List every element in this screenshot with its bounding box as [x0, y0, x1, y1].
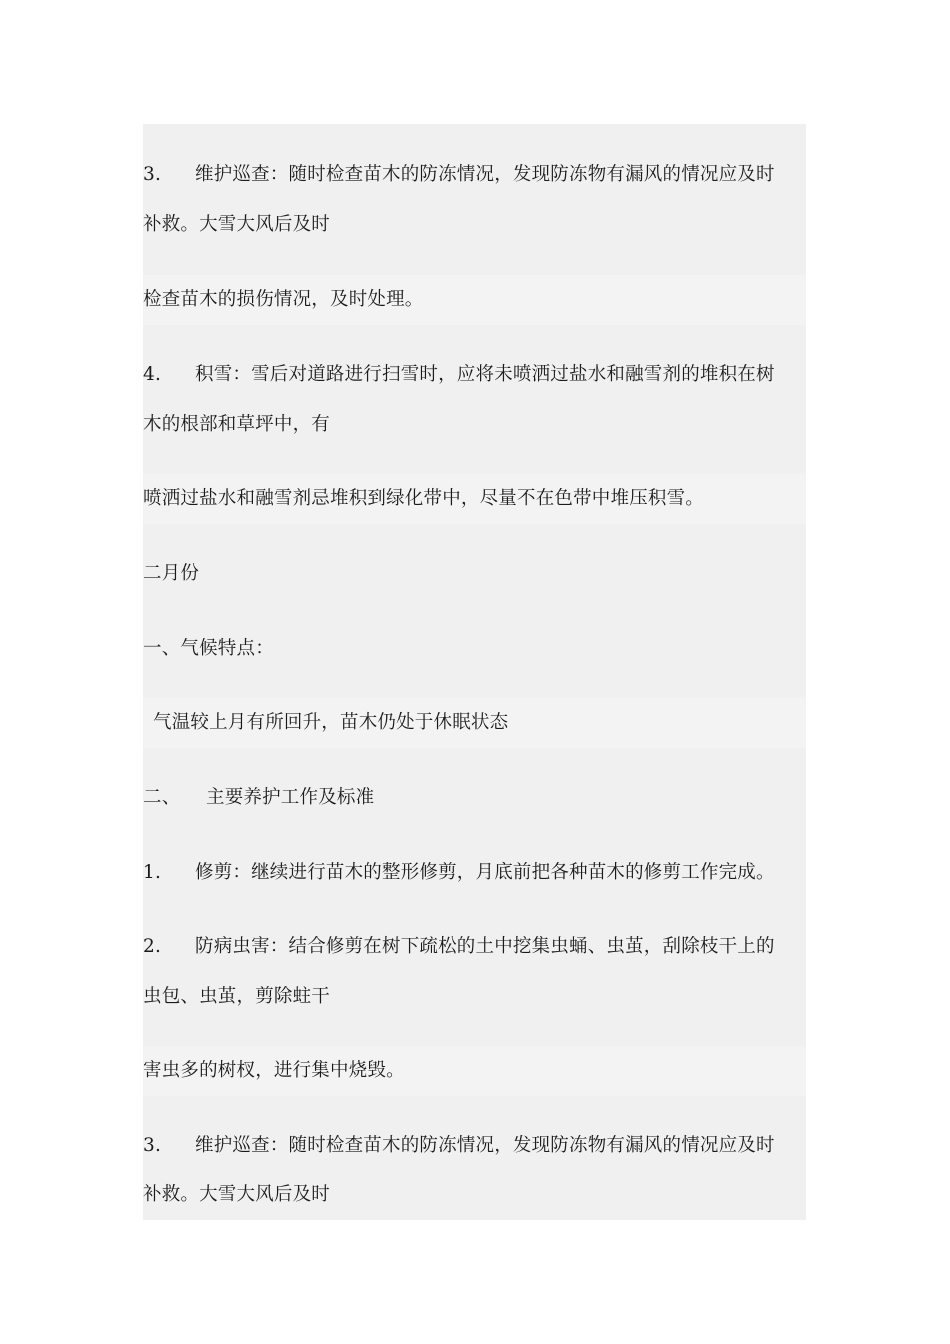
line-text: 一、气候特点：: [143, 638, 274, 659]
paragraph-line-2: [143, 200, 806, 250]
line-text: 虫包、虫茧，剪除蛀干: [143, 986, 331, 1007]
line-text: 补救。大雪大风后及时: [143, 214, 331, 235]
line-text: 害虫多的树杈，进行集中烧毁。: [143, 1060, 405, 1081]
section-heading-maintenance: [143, 773, 806, 823]
paragraph-line-1: [143, 150, 806, 200]
line-text: 补救。大雪大风后及时: [143, 1184, 331, 1205]
paragraph-line-11: [143, 848, 806, 898]
line-text: 气温较上月有所回升，苗木仍处于休眠状态: [153, 712, 509, 733]
line-text: 积雪：雪后对道路进行扫雪时，应将未喷洒过盐水和融雪剂的堆积在树: [195, 364, 775, 385]
paragraph-line-16: [143, 1170, 806, 1220]
paragraph-line-6: [143, 474, 806, 524]
paragraph-line-15: [143, 1121, 806, 1171]
item-number: 3.: [143, 1135, 162, 1156]
line-text: 主要养护工作及标准: [206, 787, 375, 808]
paragraph-line-13: [143, 972, 806, 1022]
section-heading-climate: [143, 624, 806, 674]
line-text: 修剪：继续进行苗木的整形修剪，月底前把各种苗木的修剪工作完成。: [195, 862, 775, 883]
month-heading: [143, 549, 806, 599]
item-number: 二、: [143, 787, 181, 808]
line-text: 维护巡查：随时检查苗木的防冻情况，发现防冻物有漏风的情况应及时: [195, 1135, 775, 1156]
line-text: 木的根部和草坪中，有: [143, 414, 331, 435]
item-number: 4.: [143, 364, 162, 385]
paragraph-line-3: [143, 275, 806, 325]
line-text: 维护巡查：随时检查苗木的防冻情况，发现防冻物有漏风的情况应及时: [195, 164, 775, 185]
item-number: 1.: [143, 862, 162, 883]
paragraph-line-5: [143, 400, 806, 450]
line-text: 检查苗木的损伤情况，及时处理。: [143, 289, 424, 310]
paragraph-line-12: [143, 922, 806, 972]
item-number: 3.: [143, 164, 162, 185]
paragraph-line-4: [143, 350, 806, 400]
document-body: [143, 124, 806, 1220]
item-number: 2.: [143, 936, 162, 957]
paragraph-line-9: [143, 698, 806, 748]
line-text: 二月份: [143, 563, 200, 584]
paragraph-line-14: [143, 1046, 806, 1096]
line-text: 防病虫害：结合修剪在树下疏松的土中挖集虫蛹、虫茧，刮除枝干上的: [195, 936, 775, 957]
line-text: 喷洒过盐水和融雪剂忌堆积到绿化带中，尽量不在色带中堆压积雪。: [143, 488, 705, 509]
